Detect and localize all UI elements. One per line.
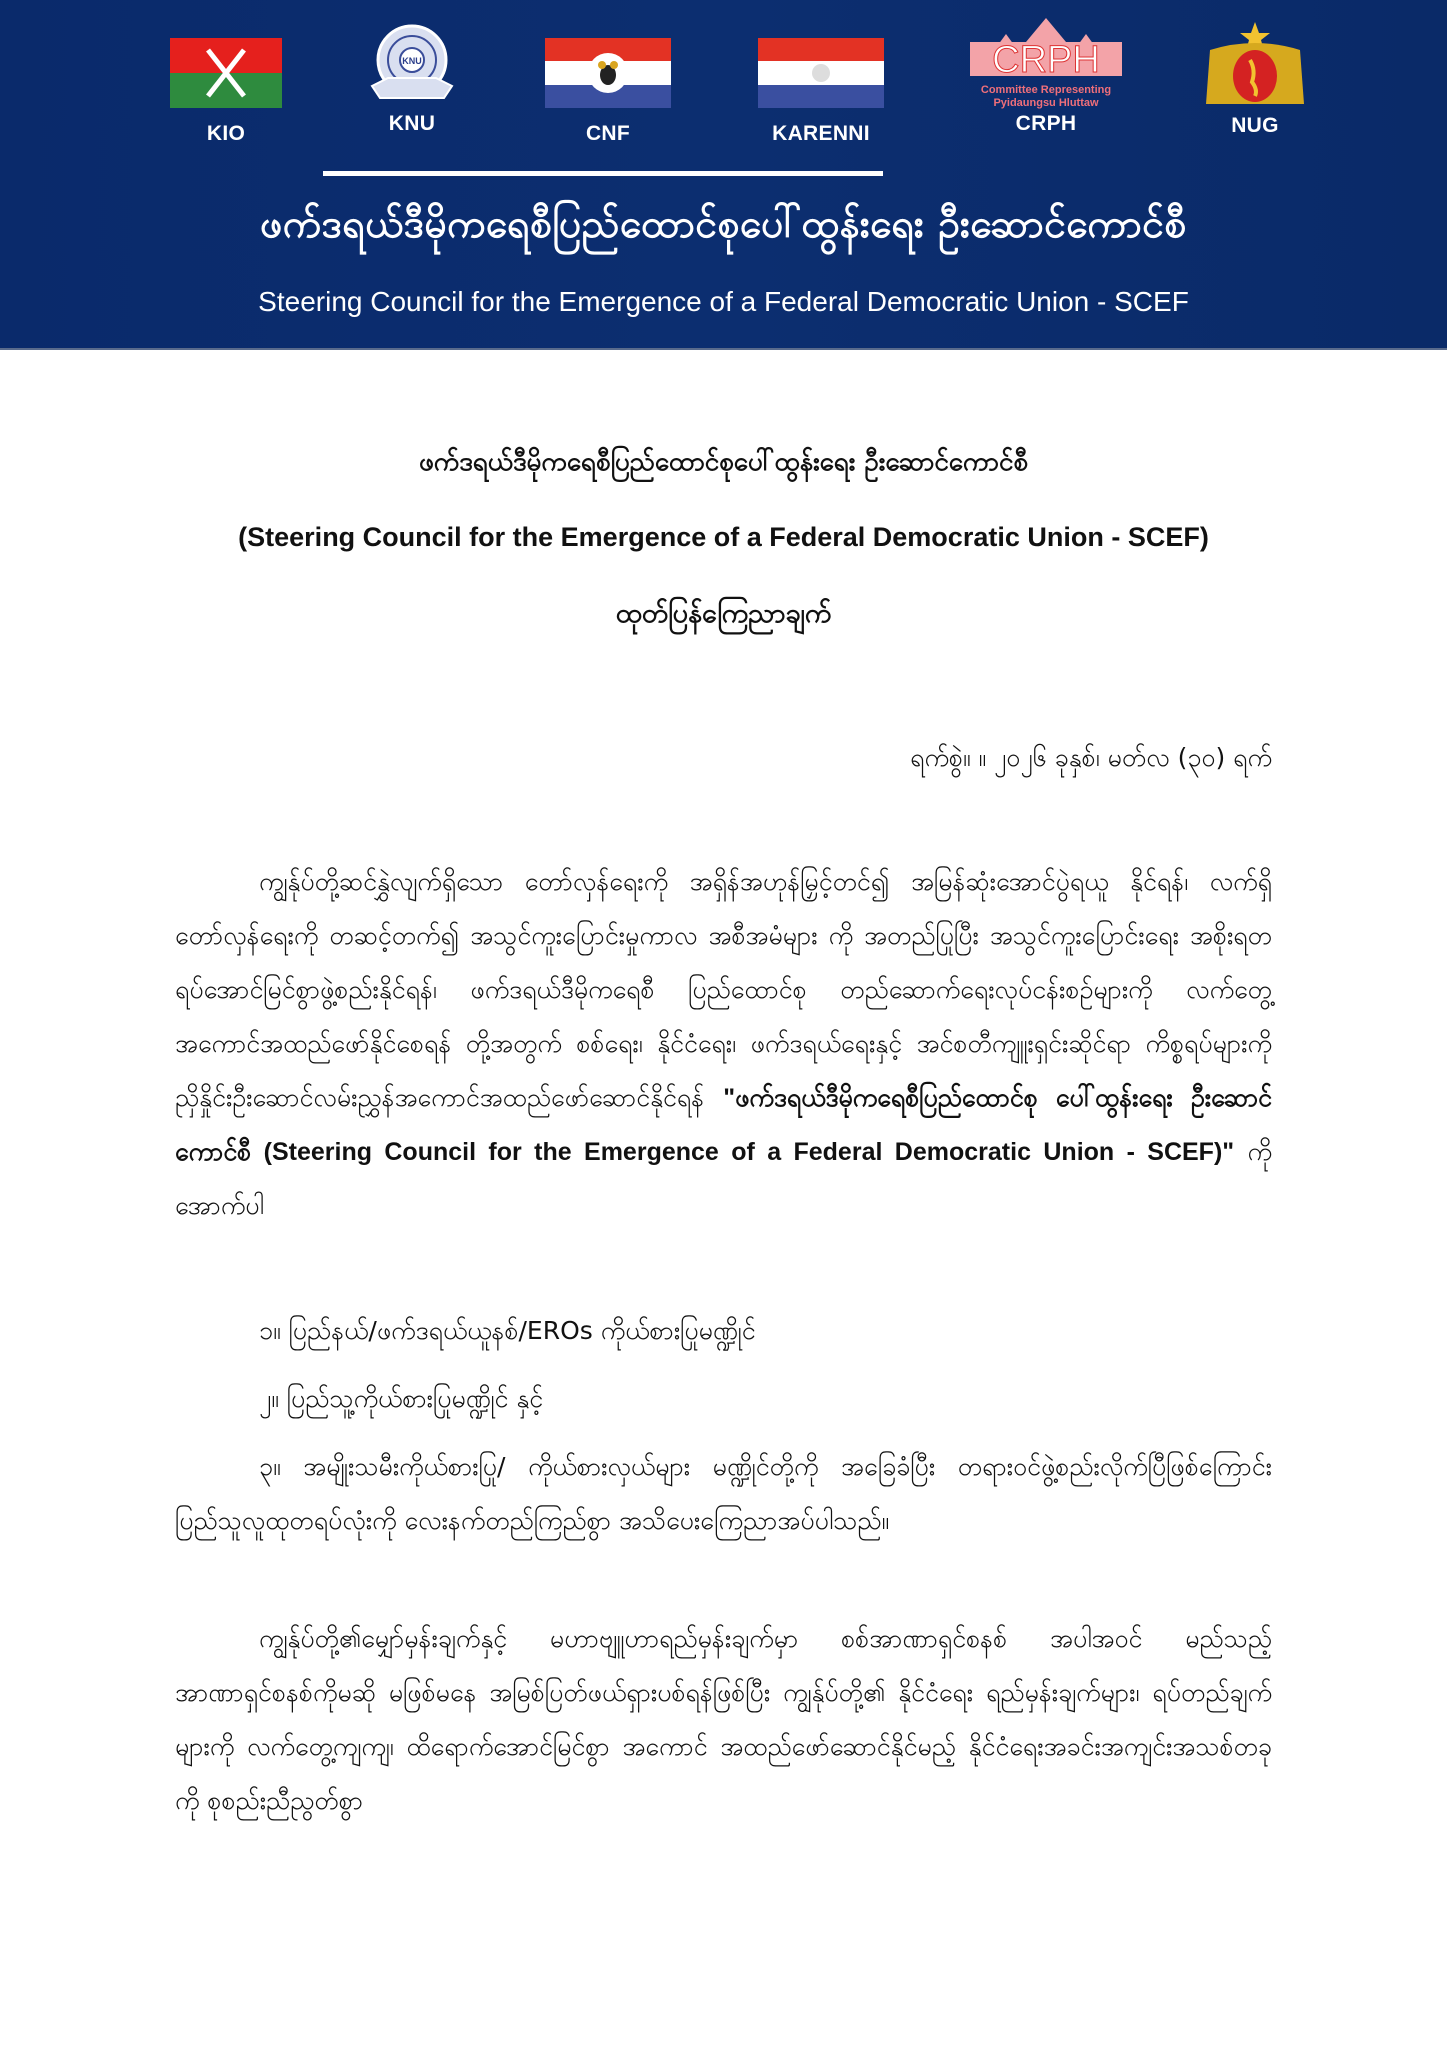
list-item-2: ၂။ ပြည်သူ့ကိုယ်စားပြုမဏ္ဍိုင် နှင့် xyxy=(259,1384,544,1413)
logo-karenni xyxy=(758,38,884,146)
paragraph-4: ကျွန်ုပ်တို့၏မျှော်မှန်းချက်နှင့် မဟာဗျူဟာရည်မှန်းချက်မှာ စစ်အာဏာရှင်စနစ် အပါအဝင် မည်သည့် အာဏာရှင်စနစ်ကိုမဆို မဖြစ်မနေ အမြစ်ပြတ်ဖယ်ရှားပစ်ရန်ဖြစ်ပြီး ကျွန်ုပ်တို့၏ နိုင်ငံရေး ရည်မှန်းချက်များ၊ ရပ်တည်ချက်များကို လက်တွေ့ကျကျ၊ ထိရောက်အောင်မြင်စွာ အကောင် အထည်ဖော်ဆောင်နိုင်မည့် နိုင်ငံရေးအခင်းအကျင်းအသစ်တခုကို စုစည်းညီညွတ်စွာ xyxy=(175,1624,1272,1815)
logo-label-karenni: KARENNI xyxy=(772,122,870,145)
header-divider xyxy=(323,171,883,176)
logo-label-knu: KNU xyxy=(388,112,436,135)
header-title-english: Steering Council for the Emergence of a Federal Democratic Union - SCEF xyxy=(258,286,1189,317)
paragraph-1-council-name: "ဖက်ဒရယ်ဒီမိုကရေစီပြည်ထောင်စု ပေါ်ထွန်းရေး ဦးဆောင် ကောင်စီ (Steering Council for the Emergence of a Federal Democratic Union - SCEF)" xyxy=(175,1084,1272,1166)
paragraph-3: ၃။ အမျိုးသမီးကိုယ်စားပြု/ ကိုယ်စားလှယ်များ မဏ္ဍိုင်တို့ကို အခြေခံပြီး တရားဝင်ဖွဲ့စည်းလိုက်ပြီဖြစ်ကြောင်း ပြည်သူလူထုတရပ်လုံးကို လေးနက်တည်ကြည်စွာ အသိပေးကြေညာအပ်ပါသည်။ xyxy=(175,1452,1272,1535)
letterhead-banner xyxy=(0,0,1447,350)
document-title-burmese: ဖက်ဒရယ်ဒီမိုကရေစီပြည်ထောင်စုပေါ်ထွန်းရေး ဦးဆောင်ကောင်စီ xyxy=(418,447,1029,477)
logo-cnf xyxy=(545,38,671,146)
logo-label-cnf: CNF xyxy=(585,122,631,145)
document-date: ရက်စွဲ။ ။ ၂၀၂၆ ခုနှစ်၊ မတ်လ (၃၀) ရက် xyxy=(910,743,1272,772)
nug-emblem-icon xyxy=(1200,20,1310,110)
header-title-burmese: ဖက်ဒရယ်ဒီမိုကရေစီပြည်ထောင်စုပေါ်ထွန်းရေး ဦးဆောင်ကောင်စီ xyxy=(260,202,1187,247)
logo-crph xyxy=(966,16,1126,136)
paragraph-1-tail: ကို အောက်ပါ xyxy=(175,1137,1272,1220)
logo-kio xyxy=(170,38,282,146)
logo-knu xyxy=(364,20,460,136)
svg-text:KNU: KNU xyxy=(402,56,422,66)
logo-nug xyxy=(1200,20,1310,138)
list-item-1: ၁။ ပြည်နယ်/ဖက်ဒရယ်ယူနစ်/EROs ကိုယ်စားပြုမဏ္ဍိုင် xyxy=(259,1316,756,1345)
paragraph-1-text: ကျွန်ုပ်တို့ဆင်နွှဲလျက်ရှိသော တော်လှန်ရေးကို အရှိန်အဟုန်မြှင့်တင်၍ အမြန်ဆုံးအောင်ပွဲရယူ နိုင်ရန်၊ လက်ရှိတော်လှန်ရေးကို တဆင့်တက်၍ အသွင်ကူးပြောင်းမှုကာလ အစီအမံများ ကို အတည်ပြုပြီး အသွင်ကူးပြောင်းရေး အစိုးရတရပ်အောင်မြင်စွာဖွဲ့စည်းနိုင်ရန်၊ ဖက်ဒရယ်ဒီမိုကရေစီ ပြည်ထောင်စု တည်ဆောက်ရေးလုပ်ငန်းစဉ်များကို လက်တွေ့အကောင်အထည်ဖော်နိုင်စေရန် တို့အတွက် စစ်ရေး၊ နိုင်ငံရေး၊ ဖက်ဒရယ်ရေးနှင့် အင်စတီကျူးရှင်းဆိုင်ရာ ကိစ္စရပ်များကို ညှိနှိုင်းဦးဆောင်လမ်းညွှန်အကောင်အထည်ဖော်ဆောင်နိုင်ရန် xyxy=(175,867,1272,1112)
logo-label-kio: KIO xyxy=(206,122,246,145)
paragraph-1 xyxy=(175,855,1272,1233)
cnf-flag-icon xyxy=(545,38,671,108)
document-subtitle: ထုတ်ပြန်ကြေညာချက် xyxy=(615,598,832,629)
logo-label-nug: NUG xyxy=(1231,114,1279,137)
logo-label-crph: CRPH xyxy=(1015,112,1077,135)
kio-flag-icon xyxy=(170,38,282,108)
document-title-english: (Steering Council for the Emergence of a Federal Democratic Union - SCEF) xyxy=(238,522,1209,552)
knu-seal-icon xyxy=(364,20,460,108)
karenni-flag-icon xyxy=(758,38,884,108)
crph-logo-icon: CRPH Committee Representing Pyidaungsu Hluttaw xyxy=(966,16,1126,110)
